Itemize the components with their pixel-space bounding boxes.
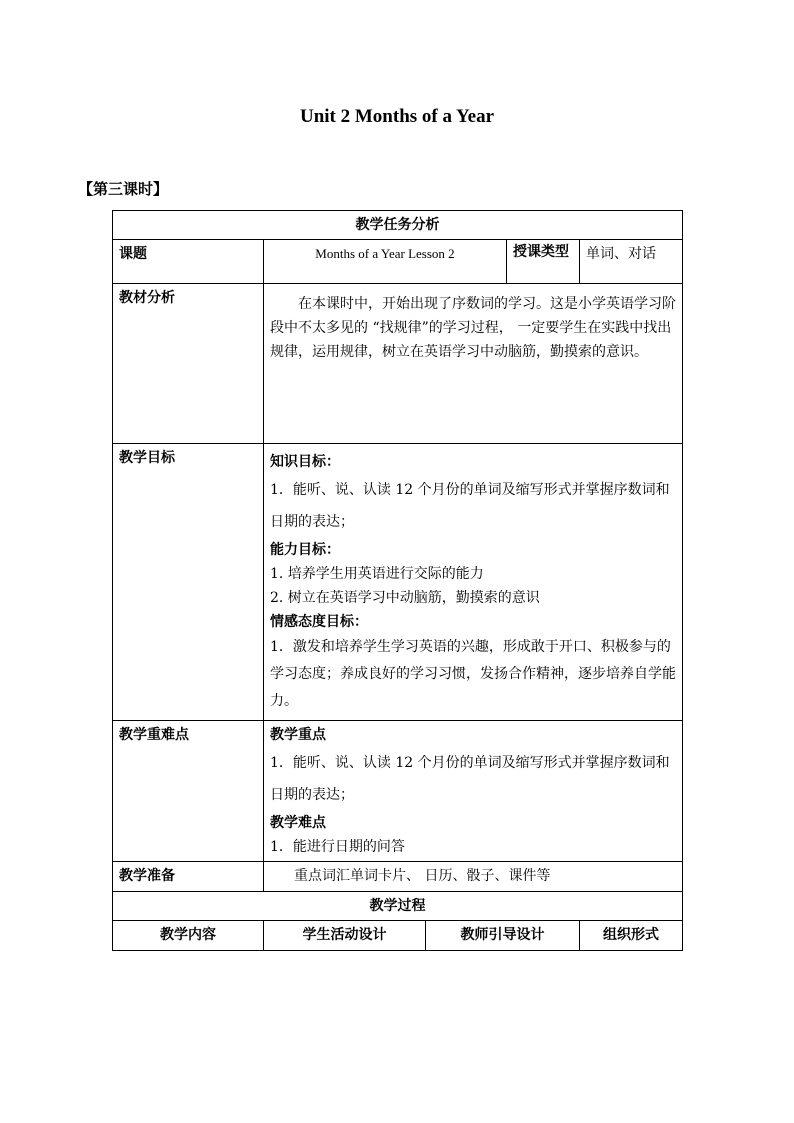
process-header-row [113,892,683,921]
prep-label: 教学准备 [113,862,264,892]
col-teacher: 教师引导设计 [426,921,580,951]
prep-text: 重点词汇单词卡片、 日历、骰子、课件等 [264,862,683,892]
col-content: 教学内容 [113,921,264,951]
col-student: 学生活动设计 [264,921,426,951]
col-form: 组织形式 [580,921,683,951]
keypoints-cell [264,721,683,862]
difficult-heading: 教学难点 [270,815,326,831]
goals-row [113,444,683,721]
topic-value: Months of a Year Lesson 2 [264,240,507,284]
table-header-row [113,211,683,240]
key-item-1: 1．能听、说、认读 12 个月份的单词及缩写形式并掌握序数词和日期的表达； [270,755,670,803]
ability-heading: 能力目标： [270,542,340,558]
difficult-item-1: 1．能进行日期的问答 [270,839,405,855]
material-label: 教材分析 [113,284,264,444]
task-analysis-header: 教学任务分析 [113,211,683,240]
process-header: 教学过程 [113,892,683,921]
keypoints-label: 教学重难点 [113,721,264,862]
type-label: 授课类型 [507,240,580,284]
topic-label: 课题 [113,240,264,284]
ability-item-2: 2. 树立在英语学习中动脑筋，勤摸索的意识 [270,590,540,606]
knowledge-heading: 知识目标： [270,454,340,470]
lesson-tag: 【第三课时】 [78,180,169,198]
emotion-item-1: 1．激发和培养学生学习英语的兴趣，形成敢于开口、积极参与的学习态度；养成良好的学习习惯，发扬合作精神，逐步培养自学能力。 [270,639,676,709]
goals-label: 教学目标 [113,444,264,721]
topic-row [113,240,683,284]
keypoints-row [113,721,683,862]
process-columns-row [113,921,683,951]
material-row [113,284,683,444]
ability-item-1: 1. 培养学生用英语进行交际的能力 [270,566,484,582]
knowledge-item-1: 1．能听、说、认读 12 个月份的单词及缩写形式并掌握序数词和日期的表达； [270,482,670,530]
page-title: Unit 2 Months of a Year [299,106,495,127]
material-text: 在本课时中，开始出现了序数词的学习。这是小学英语学习阶段中不太多见的 “找规律”的学习过程， 一定要学生在实践中找出规律，运用规律，树立在英语学习中动脑筋，勤摸索的意识。 [264,284,683,444]
prep-row [113,862,683,892]
emotion-heading: 情感态度目标： [270,614,368,630]
lesson-plan-table [112,210,683,951]
type-value: 单词、对话 [580,240,683,284]
key-heading: 教学重点 [270,727,326,743]
goals-cell [264,444,683,721]
